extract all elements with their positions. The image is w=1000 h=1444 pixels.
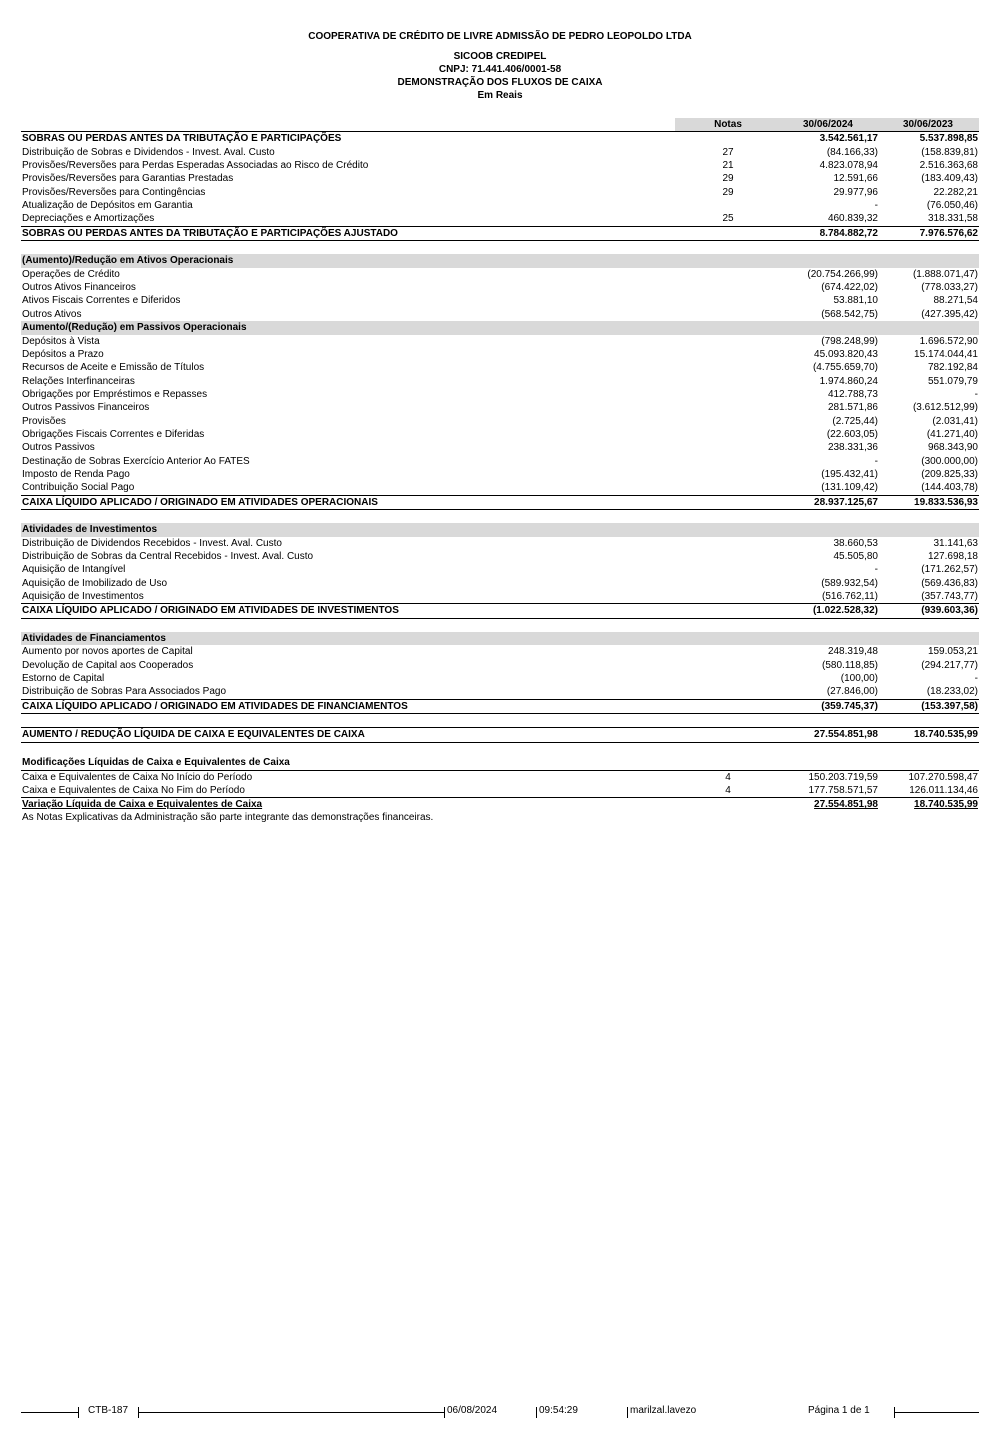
value-2024: (27.846,00) — [826, 686, 878, 698]
row-label: Operações de Crédito — [22, 268, 120, 280]
value-2023: - — [974, 673, 978, 685]
value-2024: (195.432,41) — [821, 468, 878, 480]
row-label: Provisões/Reversões para Contingências — [22, 186, 206, 198]
value-2024: (516.762,11) — [822, 591, 878, 603]
table-row — [21, 481, 979, 494]
value-2024: - — [874, 455, 878, 467]
total-row — [21, 699, 979, 714]
row-label: AUMENTO / REDUÇÃO LÍQUIDA DE CAIXA E EQUIVALENTES DE CAIXA — [22, 729, 365, 741]
report-footer — [21, 1404, 979, 1420]
table-row — [21, 672, 979, 685]
row-label: Aquisição de Imobilizado de Uso — [22, 577, 168, 589]
document-title: DEMONSTRAÇÃO DOS FLUXOS DE CAIXA — [397, 77, 603, 88]
table-row — [21, 645, 979, 658]
table-row — [21, 784, 979, 797]
row-label: Provisões — [22, 415, 66, 427]
table-row — [21, 212, 979, 225]
value-2024: 177.758.571,57 — [808, 784, 878, 796]
value-2023: 1.696.572,90 — [919, 335, 978, 347]
value-2023: 318.331,58 — [927, 213, 978, 225]
row-label: Caixa e Equivalentes de Caixa No Fim do Período — [22, 784, 245, 796]
value-2024: - — [874, 200, 878, 212]
spacer-row — [21, 510, 979, 523]
row-label: Depósitos a Prazo — [22, 348, 104, 360]
value-2023: (300.000,00) — [921, 455, 978, 467]
value-2024: 4.823.078,94 — [819, 160, 878, 172]
value-2023: 551.079,79 — [927, 375, 978, 387]
table-row — [21, 455, 979, 468]
report-time: 09:54:29 — [539, 1405, 578, 1416]
value-2024: (84.166,33) — [826, 146, 878, 158]
short-name: SICOOB CREDIPEL — [453, 51, 547, 62]
value-2023: 18.740.535,99 — [914, 799, 978, 811]
value-2023: (357.743,77) — [921, 591, 978, 603]
value-2024: (589.932,54) — [821, 577, 878, 589]
row-label: Depósitos à Vista — [22, 335, 100, 347]
value-2023: (144.403,78) — [921, 482, 978, 494]
value-2024: 28.937.125,67 — [814, 496, 878, 508]
table-row — [21, 388, 979, 401]
value-2024: 45.505,80 — [833, 551, 878, 562]
report-code: CTB-187 — [88, 1405, 129, 1416]
section-header-row — [21, 321, 979, 334]
total-row — [21, 603, 979, 618]
row-label: Atualização de Depósitos em Garantia — [22, 200, 193, 212]
report-user: marilzal.lavezo — [630, 1405, 697, 1416]
value-2024: 12.591,66 — [833, 173, 878, 185]
table-row — [21, 281, 979, 294]
value-2024: 248.319,48 — [827, 646, 878, 658]
value-2023: 18.740.535,99 — [914, 729, 978, 741]
value-2024: 281.571,86 — [827, 402, 878, 414]
value-2024: (798.248,99) — [821, 335, 878, 347]
row-note: 4 — [725, 771, 731, 783]
table-row — [21, 159, 979, 172]
row-label: Distribuição de Dividendos Recebidos - Invest. Aval. Custo — [22, 537, 282, 549]
table-row — [21, 577, 979, 590]
table-row — [21, 468, 979, 481]
total-row — [21, 495, 979, 510]
table-row — [21, 685, 979, 698]
previous-period-header: 30/06/2023 — [902, 119, 953, 130]
value-2024: 412.788,73 — [827, 388, 878, 400]
company-name: COOPERATIVA DE CRÉDITO DE LIVRE ADMISSÃO DE PEDRO LEOPOLDO LTDA — [308, 31, 692, 42]
value-2023: 126.011.134,46 — [909, 784, 978, 796]
value-2024: 53.881,10 — [833, 295, 878, 307]
value-2024: (131.109,42) — [821, 482, 878, 494]
value-2024: 1.974.860,24 — [819, 375, 878, 387]
value-2024: (4.755.659,70) — [812, 362, 878, 374]
row-label: Aumento/(Redução) em Passivos Operacionais — [22, 322, 247, 334]
row-label: Estorno de Capital — [22, 673, 105, 685]
value-2023: (1.888.071,47) — [912, 268, 978, 280]
row-label: SOBRAS OU PERDAS ANTES DA TRIBUTAÇÃO E PARTICIPAÇÕES AJUSTADO — [22, 227, 398, 239]
table-row — [21, 294, 979, 307]
row-label: Caixa e Equivalentes de Caixa No Início do Período — [22, 771, 253, 783]
value-2023: (3.612.512,99) — [912, 402, 978, 414]
row-note: 4 — [725, 784, 731, 796]
value-2023: (18.233,02) — [926, 686, 978, 698]
table-row — [21, 415, 979, 428]
value-2023: 15.174.044,41 — [914, 348, 978, 360]
value-2023: (153.397,58) — [921, 700, 978, 712]
row-label: Distribuição de Sobras da Central Recebidos - Invest. Aval. Custo — [22, 551, 314, 562]
value-2024: (568.542,75) — [821, 308, 878, 320]
value-2023: 782.192,84 — [927, 362, 978, 374]
row-label: Atividades de Investimentos — [22, 524, 158, 536]
value-2024: 27.554.851,98 — [814, 729, 878, 741]
row-note: 27 — [722, 146, 734, 158]
statement-rows — [21, 131, 979, 811]
row-label: Contribuição Social Pago — [22, 482, 135, 494]
value-2024: (674.422,02) — [821, 282, 878, 294]
table-row — [21, 172, 979, 185]
table-row — [21, 199, 979, 212]
row-label: Recursos de Aceite e Emissão de Títulos — [22, 362, 205, 374]
value-2023: (76.050,46) — [926, 200, 978, 212]
value-2023: 19.833.536,93 — [914, 496, 978, 508]
value-2023: (939.603,36) — [921, 605, 978, 617]
value-2023: (183.409,43) — [921, 173, 978, 185]
table-row — [21, 401, 979, 414]
row-label: Distribuição de Sobras Para Associados Pago — [22, 686, 227, 698]
total-row — [21, 226, 979, 241]
section-header-row — [21, 632, 979, 645]
row-label: Relações Interfinanceiras — [22, 375, 135, 387]
row-note: 29 — [722, 186, 734, 198]
value-2024: (100,00) — [840, 673, 878, 685]
value-2023: 127.698,18 — [927, 551, 978, 562]
value-2024: 29.977,96 — [833, 186, 878, 198]
row-label: CAIXA LÍQUIDO APLICADO / ORIGINADO EM ATIVIDADES DE INVESTIMENTOS — [22, 605, 399, 617]
value-2023: (41.271,40) — [926, 428, 978, 440]
value-2024: 238.331,36 — [827, 442, 878, 454]
spacer-row — [21, 619, 979, 632]
page-number: Página 1 de 1 — [808, 1405, 870, 1416]
row-label: Devolução de Capital aos Cooperados — [22, 659, 194, 671]
value-2024: 38.660,53 — [833, 537, 878, 549]
total-row — [21, 797, 979, 811]
column-header-row — [21, 118, 979, 131]
table-row — [21, 375, 979, 388]
row-label: Outros Passivos Financeiros — [22, 402, 150, 414]
value-2023: 5.537.898,85 — [919, 133, 978, 145]
row-label: SOBRAS OU PERDAS ANTES DA TRIBUTAÇÃO E PARTICIPAÇÕES — [22, 133, 342, 145]
report-date: 06/08/2024 — [447, 1405, 498, 1416]
table-row — [21, 428, 979, 441]
value-2023: (569.436,83) — [921, 577, 978, 589]
cnpj: CNPJ: 71.441.406/0001-58 — [438, 64, 562, 75]
value-2023: (778.033,27) — [921, 282, 978, 294]
value-2024: (1.022.528,32) — [812, 605, 878, 617]
value-2023: 968.343,90 — [927, 442, 978, 454]
row-label: Aquisição de Intangível — [22, 564, 126, 576]
value-2024: 150.203.719,59 — [808, 771, 878, 783]
value-2024: 3.542.561,17 — [819, 133, 878, 145]
notes-column-header: Notas — [714, 119, 742, 130]
cash-flow-statement — [21, 118, 979, 812]
units-label: Em Reais — [477, 90, 523, 101]
row-label: Aquisição de Investimentos — [22, 591, 144, 603]
row-note: 25 — [722, 213, 734, 225]
subtotal-row — [21, 131, 979, 145]
row-label: Modificações Líquidas de Caixa e Equivalentes de Caixa — [22, 757, 290, 769]
row-label: Distribuição de Sobras e Dividendos - Invest. Aval. Custo — [22, 146, 275, 158]
section-header-row — [21, 523, 979, 536]
table-row — [21, 186, 979, 199]
footnote: As Notas Explicativas da Administração são parte integrante das demonstrações financeiras. — [22, 812, 434, 823]
row-label: (Aumento)/Redução em Ativos Operacionais — [22, 255, 234, 267]
row-label: CAIXA LÍQUIDO APLICADO / ORIGINADO EM ATIVIDADES OPERACIONAIS — [22, 496, 378, 508]
value-2023: 159.053,21 — [927, 646, 978, 658]
table-row — [21, 441, 979, 454]
row-label: Outros Passivos — [22, 442, 95, 454]
table-row — [21, 348, 979, 361]
value-2023: 2.516.363,68 — [919, 160, 978, 172]
value-2023: 107.270.598,47 — [908, 771, 978, 783]
table-row — [21, 550, 979, 563]
spacer-row — [21, 743, 979, 756]
value-2023: (158.839,81) — [921, 146, 978, 158]
row-label: Variação Líquida de Caixa e Equivalentes de Caixa — [22, 799, 263, 811]
row-label: Aumento por novos aportes de Capital — [22, 646, 193, 658]
row-note: 29 — [722, 173, 734, 185]
value-2024: 27.554.851,98 — [814, 799, 878, 811]
table-row — [21, 335, 979, 348]
table-row — [21, 563, 979, 576]
table-row — [21, 308, 979, 321]
row-label: Atividades de Financiamentos — [22, 633, 166, 645]
value-2023: (171.262,57) — [921, 564, 978, 576]
table-row — [21, 537, 979, 550]
table-row — [21, 659, 979, 672]
row-label: Depreciações e Amortizações — [22, 213, 155, 225]
value-2023: 7.976.576,62 — [919, 227, 978, 239]
value-2023: (294.217,77) — [921, 659, 978, 671]
table-row — [21, 361, 979, 374]
row-label: Provisões/Reversões para Perdas Esperadas Associadas ao Risco de Crédito — [22, 160, 369, 172]
value-2024: (2.725,44) — [832, 415, 878, 427]
row-label: Outros Ativos Financeiros — [22, 282, 136, 294]
value-2024: 460.839,32 — [827, 213, 878, 225]
row-label: Ativos Fiscais Correntes e Diferidos — [22, 295, 181, 307]
row-label: Obrigações por Empréstimos e Repasses — [22, 388, 208, 400]
table-row — [21, 268, 979, 281]
current-period-header: 30/06/2024 — [802, 119, 853, 130]
row-label: Obrigações Fiscais Correntes e Diferidas — [22, 428, 205, 440]
spacer-row — [21, 714, 979, 727]
table-row — [21, 146, 979, 159]
row-label: Provisões/Reversões para Garantias Prestadas — [22, 173, 234, 185]
row-label: Imposto de Renda Pago — [22, 468, 130, 480]
value-2023: 22.282,21 — [933, 186, 978, 198]
spacer-row — [21, 241, 979, 254]
value-2023: 31.141,63 — [933, 537, 978, 549]
total-row — [21, 727, 979, 742]
value-2023: 88.271,54 — [933, 295, 978, 307]
row-label: CAIXA LÍQUIDO APLICADO / ORIGINADO EM ATIVIDADES DE FINANCIAMENTOS — [22, 700, 408, 712]
section-header-row — [21, 756, 979, 770]
value-2024: (22.603,05) — [826, 428, 878, 440]
value-2024: 8.784.882,72 — [819, 227, 878, 239]
value-2023: (427.395,42) — [921, 308, 978, 320]
value-2023: (209.825,33) — [921, 468, 978, 480]
row-label: Destinação de Sobras Exercício Anterior Ao FATES — [22, 455, 250, 467]
row-note: 21 — [722, 160, 734, 172]
value-2024: - — [874, 564, 878, 576]
table-row — [21, 771, 979, 784]
row-label: Outros Ativos — [22, 308, 82, 320]
section-header-row — [21, 254, 979, 267]
value-2024: (20.754.266,99) — [807, 268, 878, 280]
value-2024: 45.093.820,43 — [814, 348, 878, 360]
value-2023: - — [974, 388, 978, 400]
value-2023: (2.031,41) — [932, 415, 978, 427]
value-2024: (580.118,85) — [822, 659, 878, 671]
table-row — [21, 590, 979, 603]
value-2024: (359.745,37) — [821, 700, 878, 712]
